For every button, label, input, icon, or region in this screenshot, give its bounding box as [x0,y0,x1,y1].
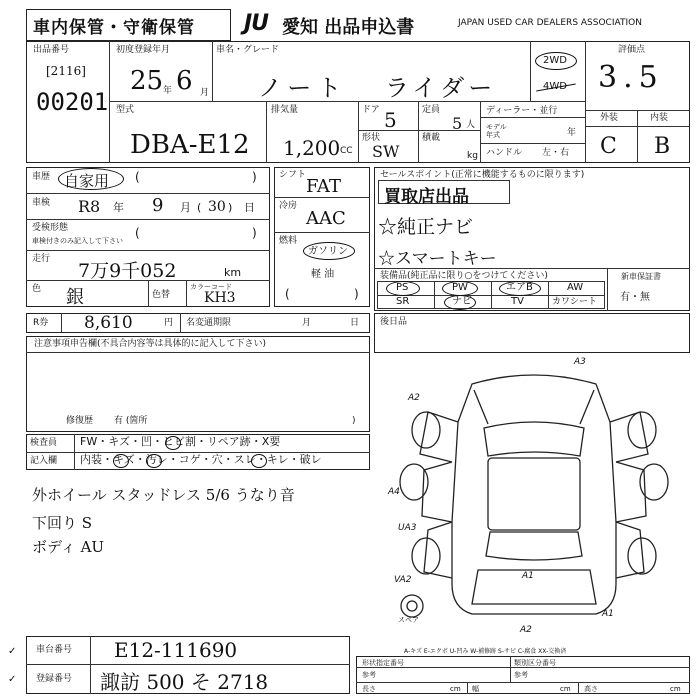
inspector-dent-circle [165,436,181,450]
ref-label-right: 参考 [514,671,528,679]
lot-label: 出品番号 [33,45,70,55]
mileage-label: 走行 [32,254,51,264]
recycle-label: R券 [33,318,49,328]
inspection-label: 車検 [32,198,51,208]
model-year-label: モデル年式 [486,123,507,139]
shift-label: シフト [279,170,307,180]
model-year-unit: 年 [567,128,577,138]
length-label: 長さ [362,685,376,693]
mileage-unit: km [224,266,242,279]
diagram-mark-a1-right: A1 [602,609,614,619]
color-change-label: 色替 [152,290,171,300]
doors-label: ドア [362,105,380,115]
inspection-day: 30 [208,199,226,215]
dealer-label: ディーラー・並行 [486,106,558,116]
width-label: 幅 [472,685,479,693]
fuel-diesel: 軽 油 [311,269,335,280]
ref-label-left: 参考 [362,671,376,679]
height-label: 高さ [584,685,598,693]
interior-value: B [654,134,671,159]
load-unit: kg [467,151,478,161]
inspector-line1: FW・キズ・凹・ヒビ割・リペア跡・X要 [80,435,281,448]
mileage-value: 7万9千052 [78,260,177,282]
color-code-value: KH3 [204,290,236,306]
handle-options: 左・右 [542,148,570,158]
equipment-navi: ナビ [452,296,472,307]
org-title: 愛知 出品申込書 [282,17,415,38]
fuel-gas: ガソリン [308,246,348,257]
history-paren-open: ( [135,170,140,184]
registration-year-unit: 年 [163,86,173,96]
inspector-entry-label: 記入欄 [30,456,58,466]
transfer-label: 名変通期限 [186,318,232,328]
inspection-paren-close: ) [228,201,233,214]
displacement-unit: CC [340,146,353,156]
transfer-day-unit: 日 [350,318,360,328]
car-name-label: 車名・グレード [216,45,280,55]
inspector-scratch-circle [113,454,129,468]
length-unit: cm [450,685,461,693]
diagram-mark-a2-bottom: A2 [520,625,532,635]
doors-value: 5 [384,108,397,132]
plate-label: 登録番号 [36,674,73,684]
registration-label: 初度登録年月 [116,45,171,55]
note-line3: ボディ AU [32,538,105,556]
equipment-pw: PW [452,282,468,293]
fuel-label: 燃料 [279,236,298,246]
body-type-value: SW [372,142,400,161]
inspection-month-unit: 月 [180,201,191,214]
ju-logo: JU [244,11,269,36]
chassis-value: E12-111690 [114,638,238,662]
storage-label: 車内保管・守衛保管 [33,18,195,38]
fuel-paren-open: ( [285,287,290,301]
specified-label: 形状指定番号 [362,659,404,667]
note-line1: 外ホイール スタッドレス 5/6 うなり音 [32,486,295,504]
inspection-year-unit: 年 [113,201,124,214]
car-name: ノート [258,74,348,102]
handle-label: ハンドル [486,148,523,158]
rating-label: 評価点 [618,45,646,55]
after-day-label: 後日品 [380,317,408,327]
reception-paren-close: ) [252,226,257,240]
inspector-dirt-circle [146,454,162,468]
fuel-gas-circle [303,242,355,260]
capacity-value: 5 [452,114,463,133]
equipment-aw: AW [567,282,584,293]
displacement-label: 排気量 [271,105,299,115]
history-label: 車歴 [32,172,51,182]
equipment-leather: カワシート [552,297,598,307]
drive-2wd-circle [535,52,577,70]
equipment-navi-circle [444,295,476,310]
class-label: 類別区分番号 [514,659,556,667]
displacement-value: 1,200 [283,136,341,160]
insurance-label: 新車保証書 [621,272,661,281]
chassis-check-mark: ✓ [8,646,17,657]
history-circle [58,168,124,190]
capacity-unit: 人 [466,120,476,130]
inspector-line2: 内装・キズ・汚レ・コゲ・穴・スレ・キレ・破レ [80,453,322,466]
equipment-airbag-circle [499,281,541,296]
drive-2wd: 2WD [543,55,567,66]
registration-month-unit: 月 [200,88,210,98]
inspection-day-unit: 日 [244,201,255,214]
diagram-mark-a1-center: A1 [522,571,534,581]
registration-year: 25 [130,66,164,96]
after-day-frame [374,313,690,353]
rating-value: 3.5 [598,60,664,95]
model-value: DBA-E12 [130,130,250,160]
equipment-sr: SR [396,296,410,307]
load-label: 積載 [422,133,441,143]
sales-point-title: 買取店出品 [384,187,469,207]
width-unit: cm [560,685,571,693]
sales-point-line2: ☆スマートキー [378,249,497,269]
exterior-label: 外装 [600,113,619,123]
equipment-label: 装備品(純正品に限り○をつけてください) [380,271,548,281]
lot-sub-number: [2116] [46,64,86,78]
repair-label: 修復歴 [66,416,94,426]
interior-label: 内装 [650,113,669,123]
inspection-era: R8 [78,197,101,216]
inspector-scuff-circle [251,454,267,468]
lot-number: 00201 [36,88,109,116]
inspector-label: 検査員 [30,438,58,448]
chassis-label: 車台番号 [36,645,73,655]
registration-month: 6 [176,66,193,96]
equipment-pw-circle [442,281,478,296]
color-value: 銀 [66,287,84,308]
diagram-mark-a2-left: A2 [408,393,420,403]
equipment-airbag: エアB [506,282,533,293]
inspection-paren-open: ( [197,201,202,214]
transfer-month-unit: 月 [302,318,312,328]
org-english: JAPAN USED CAR DEALERS ASSOCIATION [458,18,642,28]
recycle-unit: 円 [164,318,174,328]
height-unit: cm [670,685,681,693]
ac-value: AAC [306,208,346,229]
shift-value: FAT [306,176,341,197]
car-diagram [384,352,690,638]
history-value: 自家用 [64,172,110,190]
diagram-mark-va2: VA2 [394,575,412,585]
color-label: 色 [32,284,42,294]
note-line2: 下回り S [32,514,93,532]
plate-check-mark: ✓ [8,674,17,685]
notes-title: 注意事項申告欄(不具合内容等は具体的に記入して下さい) [34,339,267,349]
reception-note: 車検付きのみ記入して下さい [32,237,123,245]
fuel-paren-close: ) [354,287,359,301]
color-code-label: カラーコード [190,283,232,291]
sales-point-line1: ☆純正ナビ [378,216,474,238]
plate-value: 諏訪 500 そ 2718 [100,670,269,694]
reception-label: 受検形態 [32,223,69,233]
model-label: 型式 [116,105,135,115]
exterior-value: C [600,134,617,159]
drive-4wd: 4WD [543,81,567,92]
equipment-tv: TV [511,296,524,307]
car-grade: ライダー [385,74,497,102]
repair-value: 有 (箇所 [114,416,148,426]
equipment-ps-circle [386,281,420,296]
diagram-mark-a3: A3 [574,357,586,367]
damage-legend: A-キズ E-エクボ U-凹み W-補修跡 S-サビ C-腐食 XX-交換済 [404,648,567,655]
diagram-mark-a4: A4 [388,487,400,497]
inspection-month: 9 [152,195,164,216]
equipment-ps: PS [396,282,409,293]
body-type-label: 形状 [362,133,381,143]
sales-point-label: セールスポイント(正常に機能するものに限ります) [380,170,585,180]
capacity-label: 定員 [422,105,441,115]
diagram-mark-ua3: UA3 [398,523,417,533]
reception-paren-open: ( [135,226,140,240]
spare-label: スペア [398,616,419,624]
insurance-options: 有・無 [620,292,650,303]
ac-label: 冷房 [279,201,298,211]
history-paren-close: ) [252,170,257,184]
recycle-value: 8,610 [84,313,133,333]
repair-close: ) [352,416,356,426]
